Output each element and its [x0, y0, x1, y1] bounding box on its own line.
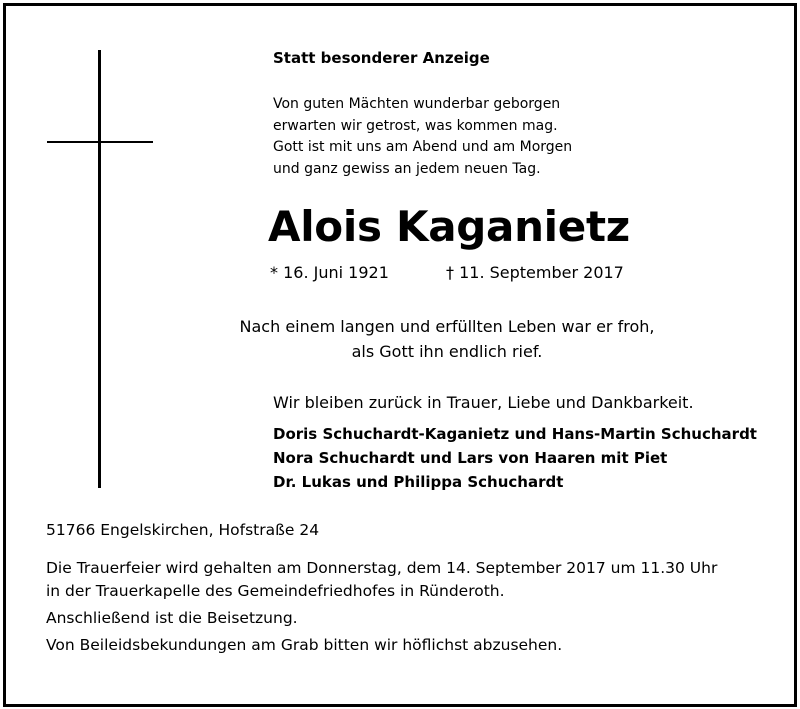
details-line: in der Trauerkapelle des Gemeindefriedhofes in Ründeroth. — [46, 582, 505, 600]
birth-date: * 16. Juni 1921 — [270, 263, 389, 282]
details-line: Von Beileidsbekundungen am Grab bitten wir höflichst abzusehen. — [46, 636, 563, 654]
life-text-line: als Gott ihn endlich rief. — [351, 342, 543, 361]
ceremony-details — [46, 557, 717, 657]
address: 51766 Engelskirchen, Hofstraße 24 — [46, 521, 320, 539]
poem-line: Gott ist mit uns am Abend und am Morgen — [273, 139, 573, 155]
details-line: Die Trauerfeier wird gehalten am Donnerstag, dem 14. September 2017 um 11.30 Uhr — [46, 559, 718, 577]
life-text — [197, 314, 697, 364]
life-text-line: Nach einem langen und erfüllten Leben war er froh, — [239, 317, 655, 336]
deceased-name: Alois Kaganietz — [268, 202, 630, 251]
mourner-line: Nora Schuchardt und Lars von Haaren mit Piet — [273, 449, 668, 467]
cross-icon-vertical — [98, 50, 101, 488]
mourner-line: Doris Schuchardt-Kaganietz und Hans-Martin Schuchardt — [273, 425, 757, 443]
mourners-list — [273, 422, 757, 494]
poem-line: und ganz gewiss an jedem neuen Tag. — [273, 160, 541, 177]
notice-heading: Statt besonderer Anzeige — [273, 49, 490, 67]
poem-line: erwarten wir getrost, was kommen mag. — [273, 117, 558, 134]
remain-text: Wir bleiben zurück in Trauer, Liebe und Dankbarkeit. — [273, 393, 694, 412]
cross-icon-horizontal — [47, 141, 153, 143]
death-date: † 11. September 2017 — [446, 263, 624, 282]
poem-line: Von guten Mächten wunderbar geborgen — [273, 96, 561, 112]
details-line: Anschließend ist die Beisetzung. — [46, 609, 298, 627]
poem — [273, 94, 572, 180]
mourner-line: Dr. Lukas und Philippa Schuchardt — [273, 473, 564, 491]
